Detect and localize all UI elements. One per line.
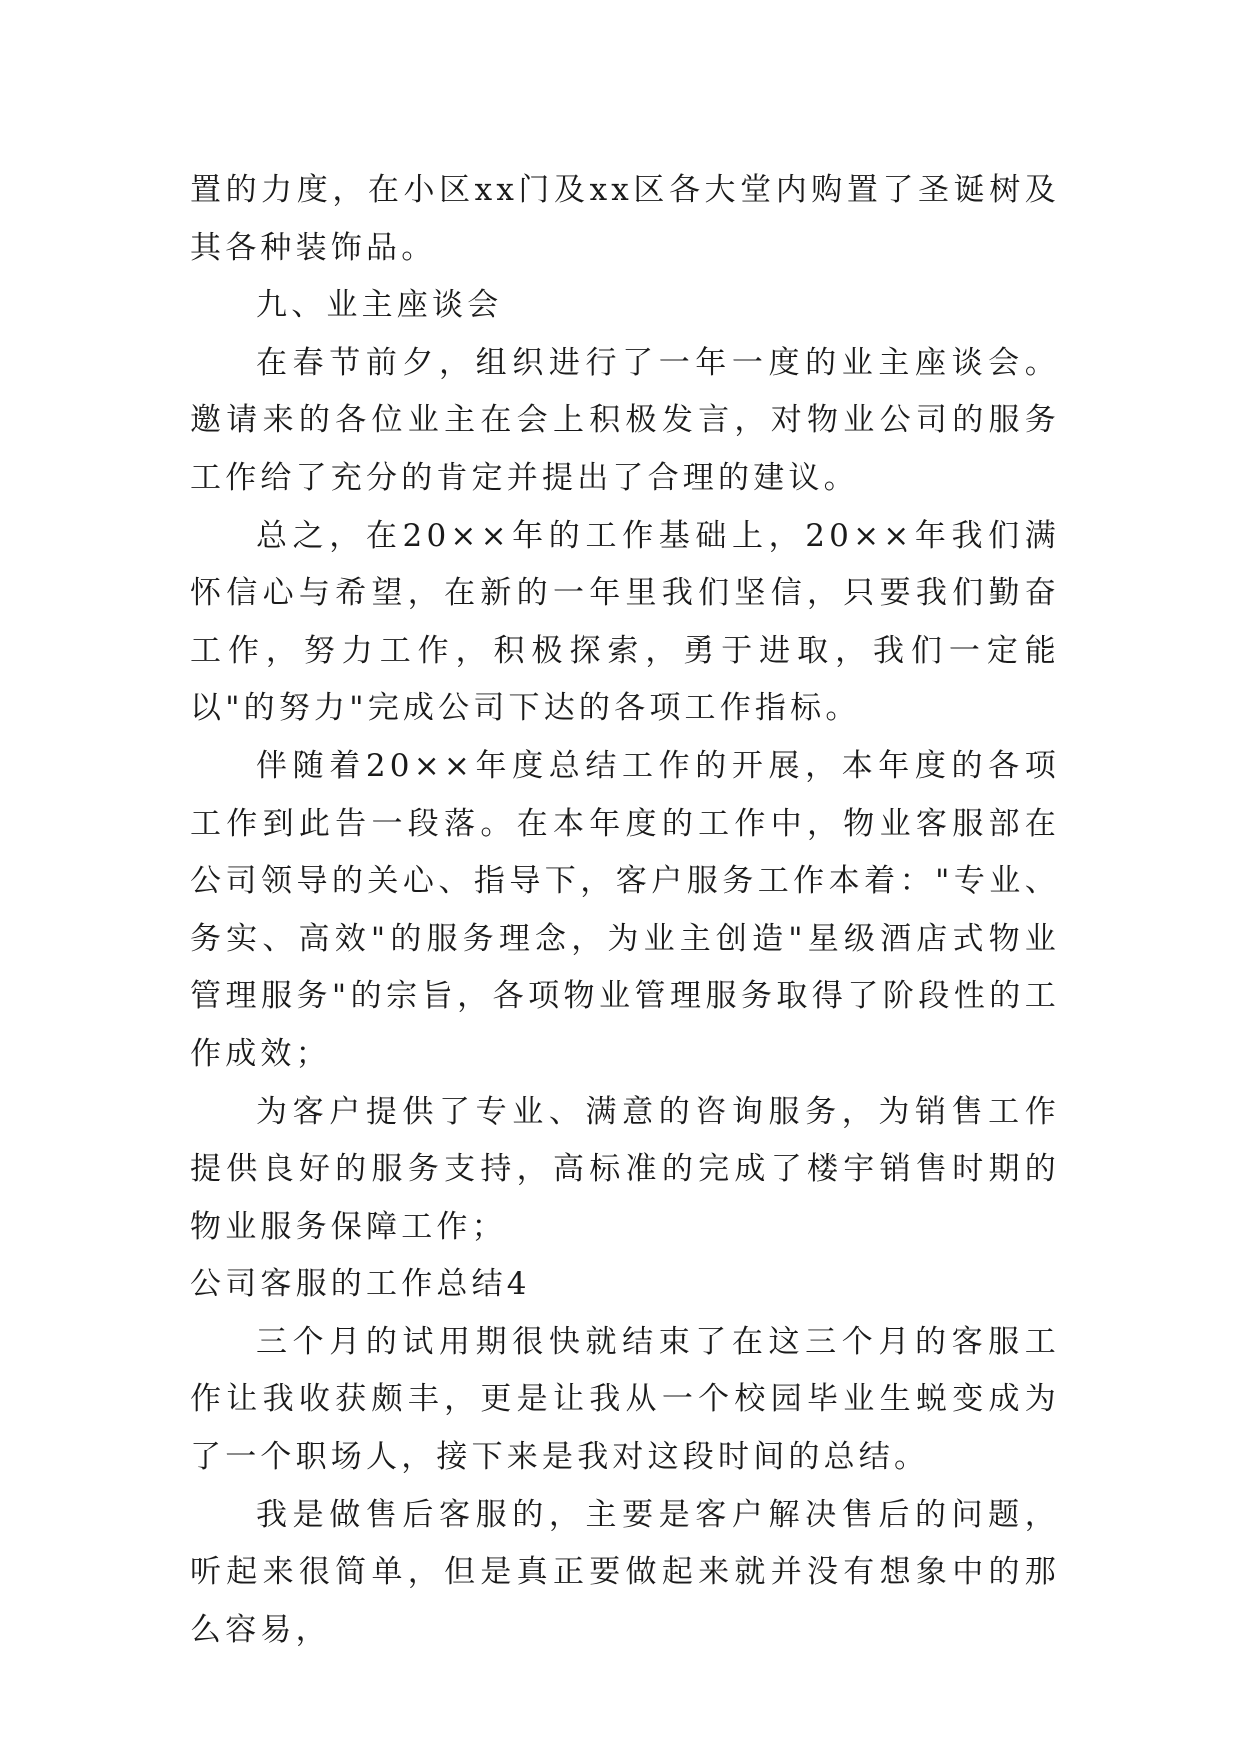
paragraph-owners-meeting: 在春节前夕，组织进行了一年一度的业主座谈会。邀请来的各位业主在会上积极发言，对物业公司的服务工作给了充分的肯定并提出了合理的建议。 xyxy=(190,344,1060,496)
paragraph-probation: 三个月的试用期很快就结束了在这三个月的客服工作让我收获颇丰，更是让我从一个校园毕业生蜕变成为了一个职场人，接下来是我对这段时间的总结。 xyxy=(190,1323,1060,1476)
paragraph-annual-review: 伴随着20××年度总结工作的开展，本年度的各项工作到此告一段落。在本年度的工作中，物业客服部在公司领导的关心、指导下，客户服务工作本着："专业、务实、高效"的服务理念，为业主创造"星级酒店式物业管理服务"的宗旨，各项物业管理服务取得了阶段性的工作成效； xyxy=(190,747,1060,1072)
section-title-summary-4: 公司客服的工作总结4 xyxy=(190,1266,531,1303)
paragraph-consulting-service: 为客户提供了专业、满意的咨询服务，为销售工作提供良好的服务支持，高标准的完成了楼宇销售时期的物业服务保障工作； xyxy=(190,1093,1060,1245)
section-heading-owners-meeting: 九、业主座谈会 xyxy=(256,287,503,324)
paragraph-continued: 置的力度，在小区xx门及xx区各大堂内购置了圣诞树及其各种装饰品。 xyxy=(190,172,1060,266)
document-page xyxy=(190,162,1060,1659)
paragraph-after-sales: 我是做售后客服的，主要是客户解决售后的问题，听起来很简单，但是真正要做起来就并没有想象中的那么容易， xyxy=(190,1496,1060,1648)
paragraph-summary: 总之，在20××年的工作基础上，20××年我们满怀信心与希望，在新的一年里我们坚信，只要我们勤奋工作，努力工作，积极探索，勇于进取，我们一定能以"的努力"完成公司下达的各项工作指标。 xyxy=(190,517,1060,727)
